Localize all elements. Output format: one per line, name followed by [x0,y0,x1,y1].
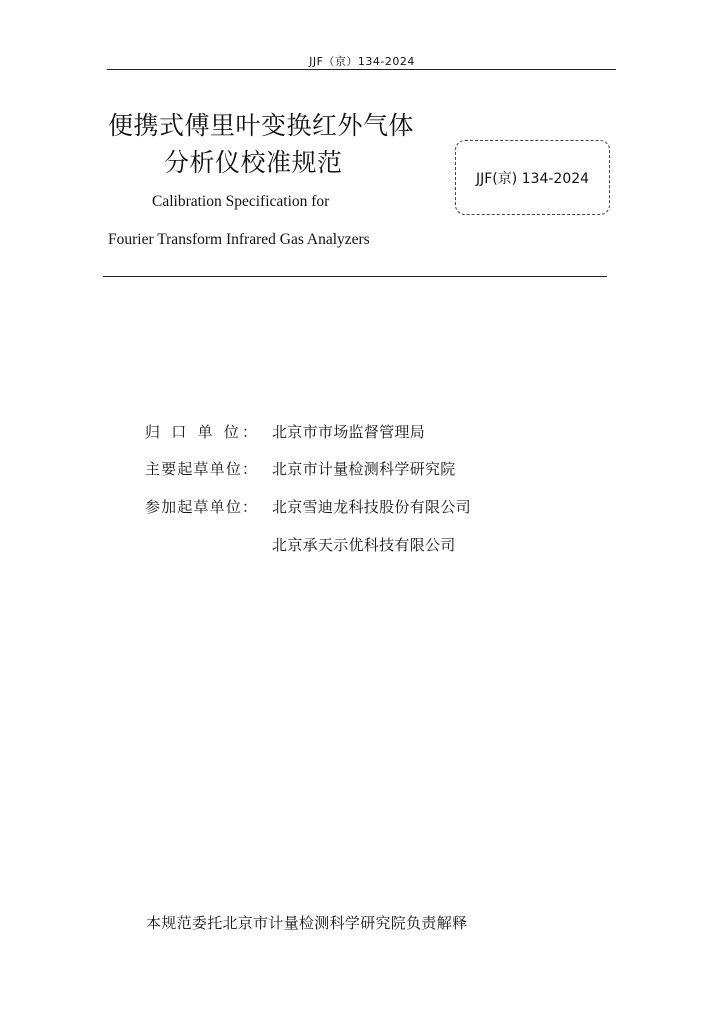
unit-label: 归 口 单 位： [145,423,257,441]
title-zh-line1: 便携式傅里叶变换红外气体 [108,111,415,140]
unit-value: 北京市市场监督管理局 [272,423,426,441]
title-en-line2: Fourier Transform Infrared Gas Analyzers [108,231,370,248]
title-en-line1: Calibration Specification for [152,193,330,210]
specification-code-box: JJF(京) 134-2024 [455,140,610,215]
title-rule [103,276,607,277]
page-header-code: JJF（京）134-2024 [309,55,415,68]
unit-value: 北京承天示优科技有限公司 [272,536,456,554]
unit-value: 北京市计量检测科学研究院 [272,460,456,478]
unit-value: 北京雪迪龙科技股份有限公司 [272,498,471,516]
header-rule [107,69,616,70]
footer-note: 本规范委托北京市计量检测科学研究院负责解释 [146,914,468,932]
unit-label: 参加起草单位： [145,498,257,516]
title-zh-line2: 分析仪校准规范 [164,148,343,177]
unit-label: 主要起草单位： [145,460,257,478]
